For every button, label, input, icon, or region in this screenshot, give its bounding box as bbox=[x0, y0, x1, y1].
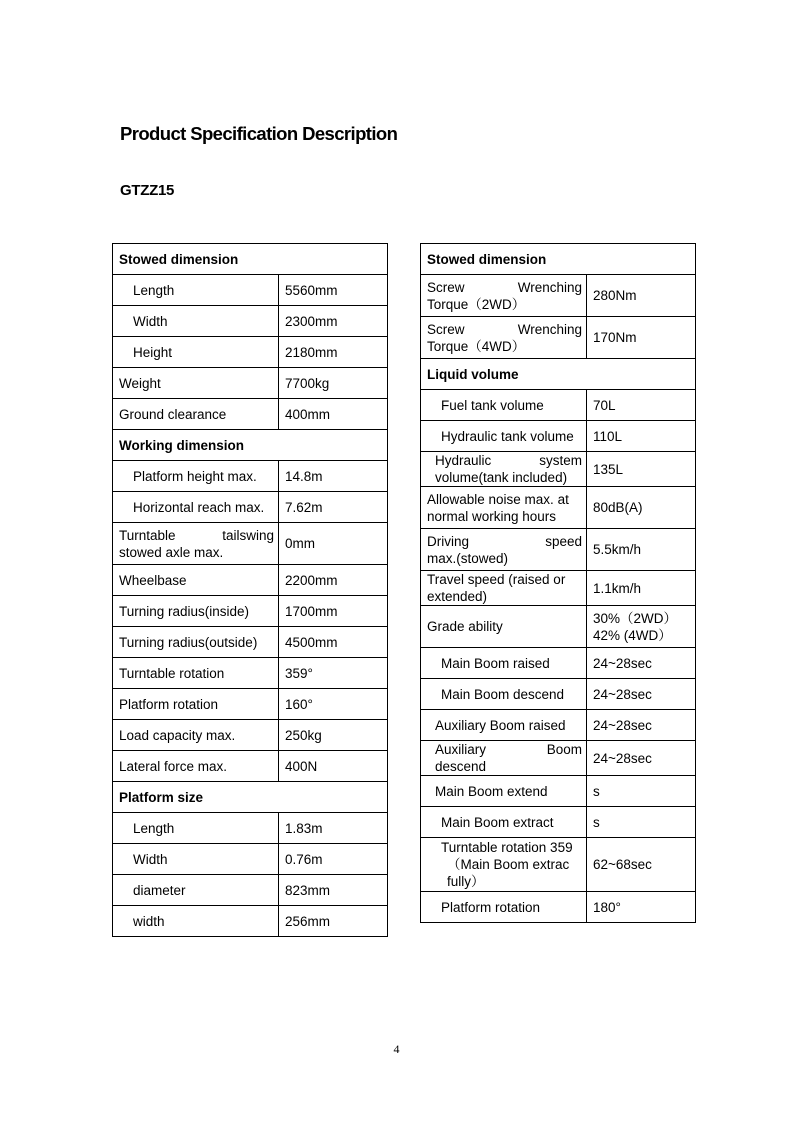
right-spec-table bbox=[420, 243, 696, 923]
table-row bbox=[113, 461, 388, 492]
spec-value: 1.1km/h bbox=[587, 571, 696, 606]
table-row bbox=[421, 275, 696, 317]
section-header: Platform size bbox=[113, 782, 388, 813]
left-spec-table bbox=[112, 243, 388, 937]
label-part: stowed axle max. bbox=[119, 544, 224, 560]
table-row bbox=[113, 275, 388, 306]
table-row bbox=[113, 813, 388, 844]
spec-value: 62~68sec bbox=[587, 838, 696, 892]
spec-value: 0.76m bbox=[279, 844, 388, 875]
spec-label: Turning radius(inside) bbox=[113, 596, 279, 627]
label-part: Allowable noise max. at bbox=[427, 491, 569, 507]
spec-value: 80dB(A) bbox=[587, 487, 696, 529]
spec-value: 0mm bbox=[279, 523, 388, 565]
spec-label: Fuel tank volume bbox=[421, 390, 587, 421]
value-part: 30%（2WD） bbox=[593, 610, 678, 626]
spec-label: Length bbox=[113, 813, 279, 844]
spec-value: 400mm bbox=[279, 399, 388, 430]
spec-value bbox=[587, 606, 696, 648]
table-row bbox=[113, 244, 388, 275]
spec-label bbox=[421, 275, 587, 317]
table-row bbox=[113, 751, 388, 782]
table-row bbox=[113, 306, 388, 337]
spec-value: 823mm bbox=[279, 875, 388, 906]
label-part: max.(stowed) bbox=[427, 550, 509, 566]
spec-label: Platform rotation bbox=[113, 689, 279, 720]
spec-value: 24~28sec bbox=[587, 648, 696, 679]
spec-value: 7700kg bbox=[279, 368, 388, 399]
spec-label bbox=[421, 317, 587, 359]
label-part: Boom bbox=[546, 742, 582, 757]
table-row bbox=[421, 244, 696, 275]
table-row bbox=[113, 720, 388, 751]
label-part: Screw bbox=[427, 279, 465, 295]
spec-value: 2200mm bbox=[279, 565, 388, 596]
spec-label: Main Boom raised bbox=[421, 648, 587, 679]
table-row bbox=[421, 710, 696, 741]
spec-label: Width bbox=[113, 844, 279, 875]
section-header: Liquid volume bbox=[421, 359, 696, 390]
section-header: Stowed dimension bbox=[113, 244, 388, 275]
section-header: Working dimension bbox=[113, 430, 388, 461]
spec-label bbox=[421, 838, 587, 892]
spec-label bbox=[421, 452, 587, 487]
label-part: Wrenching bbox=[517, 321, 582, 337]
spec-label: Main Boom extract bbox=[421, 807, 587, 838]
spec-label: Platform height max. bbox=[113, 461, 279, 492]
label-part: Turntable bbox=[119, 527, 176, 543]
table-row bbox=[421, 317, 696, 359]
table-row bbox=[421, 679, 696, 710]
value-part: 42% (4WD） bbox=[593, 627, 672, 643]
spec-label: Grade ability bbox=[421, 606, 587, 648]
table-row bbox=[421, 421, 696, 452]
spec-value: 2180mm bbox=[279, 337, 388, 368]
table-row bbox=[113, 523, 388, 565]
spec-value: 160° bbox=[279, 689, 388, 720]
spec-value: 135L bbox=[587, 452, 696, 487]
spec-value: 14.8m bbox=[279, 461, 388, 492]
spec-value: 5.5km/h bbox=[587, 529, 696, 571]
spec-label bbox=[113, 523, 279, 565]
spec-value: 110L bbox=[587, 421, 696, 452]
table-row bbox=[113, 596, 388, 627]
table-row bbox=[113, 906, 388, 937]
label-part: Travel speed (raised or bbox=[427, 572, 566, 587]
spec-label bbox=[421, 529, 587, 571]
table-row bbox=[113, 368, 388, 399]
spec-value: 4500mm bbox=[279, 627, 388, 658]
table-row bbox=[421, 452, 696, 487]
table-row bbox=[421, 807, 696, 838]
table-row bbox=[113, 875, 388, 906]
label-part: descend bbox=[435, 759, 487, 774]
spec-label: Platform rotation bbox=[421, 892, 587, 923]
spec-label: diameter bbox=[113, 875, 279, 906]
page-number: 4 bbox=[393, 1042, 400, 1056]
table-row bbox=[421, 892, 696, 923]
table-row bbox=[421, 571, 696, 606]
spec-value: 1700mm bbox=[279, 596, 388, 627]
table-row bbox=[113, 337, 388, 368]
spec-label: Wheelbase bbox=[113, 565, 279, 596]
label-part: Driving bbox=[427, 533, 470, 549]
spec-label bbox=[421, 487, 587, 529]
label-part: tailswing bbox=[222, 527, 274, 543]
spec-value: 280Nm bbox=[587, 275, 696, 317]
spec-value: 7.62m bbox=[279, 492, 388, 523]
spec-value: 70L bbox=[587, 390, 696, 421]
spec-label: Width bbox=[113, 306, 279, 337]
label-part: Screw bbox=[427, 321, 465, 337]
table-row bbox=[113, 430, 388, 461]
spec-label: Ground clearance bbox=[113, 399, 279, 430]
table-row bbox=[421, 529, 696, 571]
label-part: volume(tank included) bbox=[435, 470, 568, 485]
table-row bbox=[421, 390, 696, 421]
page-title: Product Specification Description bbox=[120, 123, 398, 144]
spec-label: Lateral force max. bbox=[113, 751, 279, 782]
spec-value: 180° bbox=[587, 892, 696, 923]
table-row bbox=[421, 359, 696, 390]
label-part: Auxiliary bbox=[435, 742, 487, 757]
table-row bbox=[113, 658, 388, 689]
spec-label bbox=[421, 741, 587, 776]
label-part: normal working hours bbox=[427, 508, 557, 524]
spec-label: Height bbox=[113, 337, 279, 368]
spec-value: s bbox=[587, 776, 696, 807]
table-row bbox=[113, 492, 388, 523]
spec-label: Main Boom extend bbox=[421, 776, 587, 807]
label-part: extended) bbox=[427, 589, 488, 604]
spec-label: Weight bbox=[113, 368, 279, 399]
table-row bbox=[421, 776, 696, 807]
table-row bbox=[113, 689, 388, 720]
table-row bbox=[421, 487, 696, 529]
table-row bbox=[421, 741, 696, 776]
label-part: speed bbox=[545, 533, 582, 549]
spec-label: Turntable rotation bbox=[113, 658, 279, 689]
spec-label: Turning radius(outside) bbox=[113, 627, 279, 658]
label-part: （Main Boom extrac bbox=[447, 857, 570, 872]
spec-label: Load capacity max. bbox=[113, 720, 279, 751]
label-part: Torque（2WD） bbox=[427, 296, 526, 312]
table-row bbox=[113, 565, 388, 596]
table-row bbox=[113, 399, 388, 430]
spec-label: Auxiliary Boom raised bbox=[421, 710, 587, 741]
spec-label: Length bbox=[113, 275, 279, 306]
spec-value: 400N bbox=[279, 751, 388, 782]
spec-value: 1.83m bbox=[279, 813, 388, 844]
spec-value: 256mm bbox=[279, 906, 388, 937]
spec-label: Horizontal reach max. bbox=[113, 492, 279, 523]
spec-value: 250kg bbox=[279, 720, 388, 751]
table-row bbox=[113, 844, 388, 875]
table-row bbox=[113, 627, 388, 658]
spec-value: 24~28sec bbox=[587, 710, 696, 741]
label-part: Turntable rotation 359 bbox=[441, 840, 573, 855]
table-row bbox=[113, 782, 388, 813]
spec-label: width bbox=[113, 906, 279, 937]
spec-label bbox=[421, 571, 587, 606]
label-part: fully） bbox=[447, 874, 485, 889]
spec-value: 5560mm bbox=[279, 275, 388, 306]
label-part: Hydraulic bbox=[435, 453, 492, 468]
table-row bbox=[421, 648, 696, 679]
table-row bbox=[421, 838, 696, 892]
label-part: system bbox=[539, 453, 582, 468]
spec-value: s bbox=[587, 807, 696, 838]
label-part: Wrenching bbox=[517, 279, 582, 295]
model-name: GTZZ15 bbox=[120, 182, 175, 199]
spec-label: Hydraulic tank volume bbox=[421, 421, 587, 452]
table-row bbox=[421, 606, 696, 648]
label-part: Torque（4WD） bbox=[427, 338, 526, 354]
section-header: Stowed dimension bbox=[421, 244, 696, 275]
spec-value: 2300mm bbox=[279, 306, 388, 337]
spec-value: 24~28sec bbox=[587, 741, 696, 776]
spec-value: 359° bbox=[279, 658, 388, 689]
spec-value: 170Nm bbox=[587, 317, 696, 359]
spec-label: Main Boom descend bbox=[421, 679, 587, 710]
spec-value: 24~28sec bbox=[587, 679, 696, 710]
